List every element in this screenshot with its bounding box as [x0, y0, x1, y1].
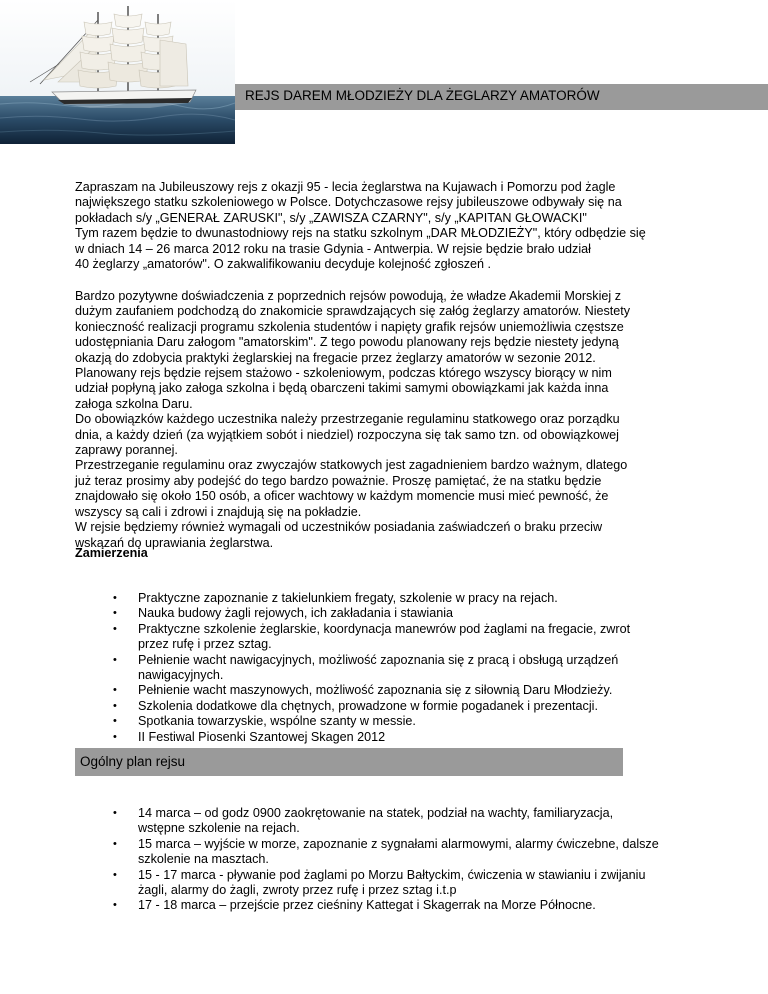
page-title: REJS DAREM MŁODZIEŻY DLA ŻEGLARZY AMATORÓW: [245, 88, 600, 103]
plan-list: [75, 806, 695, 914]
intro-paragraph: [75, 180, 685, 272]
text-line: pokładach s/y „GENERAŁ ZARUSKI", s/y „ZAWISZA CZARNY", s/y „KAPITAN GŁOWACKI": [75, 210, 587, 225]
goals-heading: Zamierzenia: [75, 546, 148, 560]
list-item-text: przez rufę i przez sztag.: [138, 637, 272, 652]
text-line: największego statku szkoleniowego w Polsce. Dotychczasowe rejsy jubileuszowe odbywały się na: [75, 195, 622, 210]
text-line: dnia, a każdy dzień (za wyjątkiem sobót i niedziel) rozpoczyna się tak samo tzn. od obowiązkowej: [75, 427, 619, 442]
tall-ship-photo: [0, 0, 235, 144]
bullet-icon: •: [113, 715, 117, 728]
list-item: [75, 868, 695, 899]
list-item-text: Pełnienie wacht maszynowych, możliwość zapoznania się z siłownią Daru Młodzieży.: [138, 683, 613, 698]
text-line: konieczność realizacji programu szkolenia studentów i napięty grafik rejsów uniemożliwia częstsze: [75, 319, 624, 334]
bullet-icon: •: [113, 807, 117, 819]
list-item-text: Pełnienie wacht nawigacyjnych, możliwość zapoznania się z pracą i obsługą urządzeń: [138, 652, 619, 667]
text-line: Planowany rejs będzie rejsem stażowo - szkoleniowym, podczas którego wszyscy biorący w nim: [75, 366, 612, 381]
bullet-icon: •: [113, 837, 117, 850]
list-item-text: 14 marca – od godz 0900 zaokrętowanie na statek, podział na wachty, familiaryzacja,: [138, 806, 614, 820]
text-line: wskazań do uprawiania żeglarstwa.: [75, 535, 274, 550]
list-item-text: 15 marca – wyjście w morze, zapoznanie z sygnałami alarmowymi, alarmy ćwiczebne, dalsze: [138, 836, 659, 851]
list-item: [75, 714, 695, 729]
text-line: załoga szkolna Daru.: [75, 396, 193, 411]
text-line: udział popłyną jako załoga szkolna i będą obarczeni takimi samymi obowiązkami jak każda inna: [75, 381, 609, 396]
text-line: dużym zaufaniem podchodzą do znakomicie sprawdzających się załóg żeglarzy amatorów. Niestety: [75, 304, 631, 319]
list-item-text: 15 - 17 marca - pływanie pod żaglami po Morzu Bałtyckim, ćwiczenia w stawianiu i zwijaniu: [138, 867, 646, 882]
body-paragraph: [75, 289, 685, 551]
list-item-text: Spotkania towarzyskie, wspólne szanty w messie.: [138, 714, 416, 729]
plan-heading-bar: [75, 748, 623, 776]
text-line: już teraz prosimy aby podejść do tego bardzo poważnie. Proszę pamiętać, że na statku będzie: [75, 473, 602, 488]
plan-heading: Ogólny plan rejsu: [80, 754, 186, 769]
list-item-text: Szkolenia dodatkowe dla chętnych, prowadzone w formie pogadanek i prezentacji.: [138, 698, 598, 713]
text-line: w dniach 14 – 26 marca 2012 roku na trasie Gdynia - Antwerpia. W rejsie będzie brało udział: [75, 241, 591, 256]
list-item: [75, 591, 695, 606]
list-item: [75, 730, 695, 745]
list-item-text: II Festiwal Piosenki Szantowej Skagen 2012: [138, 729, 386, 744]
bullet-icon: •: [113, 607, 117, 620]
list-item-text: żagli, alarmy do żagli, zwroty przez rufę i przez sztag i.t.p: [138, 883, 457, 898]
text-line: udostępniania Daru załogom "amatorskim". Z tego powodu planowany rejs będzie niestety jedyną: [75, 335, 619, 350]
list-item-text: Praktyczne szkolenie żeglarskie, koordynacja manewrów pod żaglami na fregacie, zwrot: [138, 621, 631, 636]
text-line: wszyscy są cali i zdrowi i znajdują się na pokładzie.: [75, 504, 362, 519]
text-line: znajdowało się około 150 osób, a oficer wachtowy w każdym momencie musi mieć pewność, że: [75, 489, 609, 504]
title-bar: [235, 84, 768, 110]
text-line: Bardzo pozytywne doświadczenia z poprzednich rejsów powodują, że władze Akademii Morskiej z: [75, 289, 622, 303]
list-item-text: szkolenie na masztach.: [138, 852, 269, 867]
bullet-icon: •: [113, 592, 117, 604]
text-line: Tym razem będzie to dwunastodniowy rejs na statku szkolnym „DAR MŁODZIEŻY", który odbędzie się: [75, 226, 646, 241]
text-line: Przestrzeganie regulaminu oraz zwyczajów statkowych jest zagadnieniem bardzo ważnym, dlatego: [75, 458, 628, 473]
list-item: [75, 806, 695, 837]
list-item: [75, 606, 695, 621]
list-item-text: Nauka budowy żagli rejowych, ich zakładania i stawiania: [138, 606, 454, 621]
list-item: [75, 683, 695, 698]
goals-list: [75, 591, 695, 745]
bullet-icon: •: [113, 699, 117, 712]
bullet-icon: •: [113, 730, 117, 743]
bullet-icon: •: [113, 684, 117, 697]
list-item-text: wstępne szkolenie na rejach.: [138, 821, 300, 836]
list-item-text: Praktyczne zapoznanie z takielunkiem fregaty, szkolenie w pracy na rejach.: [138, 591, 558, 605]
bullet-icon: •: [113, 868, 117, 881]
text-line: Do obowiązków każdego uczestnika należy przestrzeganie regulaminu statkowego oraz porządku: [75, 412, 620, 427]
list-item: [75, 622, 695, 653]
text-line: 40 żeglarzy „amatorów". O zakwalifikowaniu decyduje kolejność zgłoszeń .: [75, 257, 492, 272]
list-item-text: 17 - 18 marca – przejście przez cieśniny Kattegat i Skagerrak na Morze Północne.: [138, 898, 596, 913]
text-line: W rejsie będziemy również wymagali od uczestników posiadania zaświadczeń o braku przeciw: [75, 520, 603, 535]
list-item-text: nawigacyjnych.: [138, 668, 224, 683]
bullet-icon: •: [113, 622, 117, 635]
text-line: okazją do zdobycia praktyki żeglarskiej na fregacie przez żeglarzy amatorów w sezonie 2012.: [75, 350, 596, 365]
bullet-icon: •: [113, 653, 117, 666]
bullet-icon: •: [113, 899, 117, 912]
text-line: Zapraszam na Jubileuszowy rejs z okazji 95 - lecia żeglarstwa na Kujawach i Pomorzu pod żagle: [75, 180, 616, 194]
text-line: zaprawy porannej.: [75, 443, 178, 458]
list-item: [75, 699, 695, 714]
list-item: [75, 837, 695, 868]
list-item: [75, 898, 695, 913]
list-item: [75, 653, 695, 684]
